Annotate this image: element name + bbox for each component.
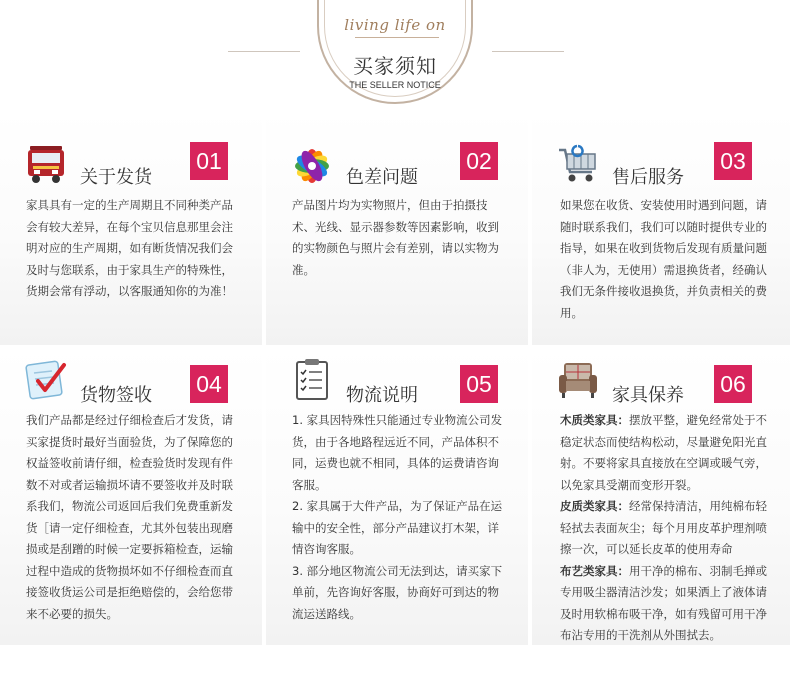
card-number-badge: 02 <box>460 142 498 180</box>
delivery-truck-icon <box>24 142 68 186</box>
header-script-text: living life on <box>344 16 446 34</box>
page-subtitle: THE SELLER NOTICE <box>349 80 441 90</box>
notice-card-maintenance <box>532 345 790 645</box>
card-body-text <box>292 410 504 625</box>
header-emblem <box>317 0 473 104</box>
card-paragraph <box>560 561 772 647</box>
card-title: 家具保养 <box>612 385 684 406</box>
script-underline <box>355 37 439 38</box>
card-paragraph: 2. 家具属于大件产品，为了保证产品在运输中的安全性，部分产品建议打木架，详情咨询客服。 <box>292 499 503 556</box>
header-divider-left <box>228 51 300 52</box>
section-text: 用干净的棉布、羽制毛掸或专用吸尘器清洁沙发；如果洒上了液体请及时用软棉布吸干净，如有残留可用干净布沾专用的干洗剂从外围拭去。 <box>560 563 767 642</box>
card-paragraph: 如果您在收货、安装使用时遇到问题，请随时联系我们，我们可以随时提供专业的指导，如果在收到货物后发现有质量问题（非人为，无使用）需退换货者，经确认我们无条件接收退换货，并负责相关的费用。 <box>560 198 767 320</box>
card-paragraph: 3. 部分地区物流公司无法到达，请买家下单前，先咨询好客服，协商好可到达的物流运送路线。 <box>292 563 503 621</box>
card-paragraph <box>560 496 772 561</box>
card-body-text <box>292 195 504 281</box>
card-number-badge: 04 <box>190 365 228 403</box>
section-text: 摆放平整，避免经常处于不稳定状态而使结构松动，尽量避免阳光直射。不要将家具直接放在空调或暖气旁，以免家具受潮而变形开裂。 <box>560 413 767 492</box>
card-number-badge: 05 <box>460 365 498 403</box>
notice-card-receipt <box>0 345 262 645</box>
card-number-badge: 06 <box>714 365 752 403</box>
header-divider-right <box>492 51 564 52</box>
notice-card-color-difference <box>266 110 528 345</box>
section-label: 布艺类家具： <box>560 563 629 578</box>
card-paragraph: 我们产品都是经过仔细检查后才发货，请买家提货时最好当面验货，为了保障您的权益签收前请仔细，检查验货时发现有件数不对或者运输损坏请不要签收并及时联系我们，物流公司返回后我们免费重新发货［请一定仔细检查，尤其外包装出现磨损或是刮蹭的时候一定要拆箱检查，运输过程中造成的货物损坏如不仔细检查而直接签收货运公司是拒绝赔偿的，会给您带来不必要的损失。 <box>26 413 233 621</box>
color-palette-icon <box>290 142 334 186</box>
card-title: 货物签收 <box>80 385 152 406</box>
card-body-text <box>560 195 772 324</box>
shopping-cart-icon <box>556 142 600 186</box>
card-number-badge: 01 <box>190 142 228 180</box>
card-paragraph: 1. 家具因特殊性只能通过专业物流公司发货，由于各地路程远近不同，产品体积不同，运费也就不相同，具体的运费请咨询客服。 <box>292 413 503 492</box>
section-label: 木质类家具： <box>560 413 629 427</box>
card-body-text <box>26 195 238 303</box>
notice-card-after-sales <box>532 110 790 345</box>
card-title: 售后服务 <box>612 167 684 188</box>
card-title: 色差问题 <box>346 167 418 188</box>
clipboard-icon <box>290 357 334 401</box>
card-body-text <box>26 410 238 625</box>
checklist-icon <box>24 357 68 401</box>
card-paragraph <box>560 410 772 496</box>
armchair-icon <box>556 357 600 401</box>
card-title: 物流说明 <box>346 385 418 406</box>
notice-card-logistics <box>266 345 528 645</box>
card-paragraph: 家具具有一定的生产周期且不同种类产品会有较大差异，在每个宝贝信息那里会注明对应的生产周期，如有断货情况我们会及时与您联系，由于家具生产的特殊性，货期会常有浮动，以客服通知你的为准！ <box>26 198 233 298</box>
page-title: 买家须知 <box>353 54 437 78</box>
notice-card-shipping <box>0 110 262 345</box>
section-label: 皮质类家具： <box>560 499 629 513</box>
card-body-text <box>560 410 772 647</box>
section-text: 经常保持清洁，用纯棉布轻轻拭去表面灰尘；每个月用皮革护理剂喷擦一次，可以延长皮革的使用寿命 <box>560 499 767 556</box>
card-paragraph: 产品图片均为实物照片，但由于拍摄技术、光线、显示器参数等因素影响，收到的实物颜色与照片会有差别，请以实物为准。 <box>292 198 499 277</box>
card-number-badge: 03 <box>714 142 752 180</box>
card-title: 关于发货 <box>80 167 152 188</box>
